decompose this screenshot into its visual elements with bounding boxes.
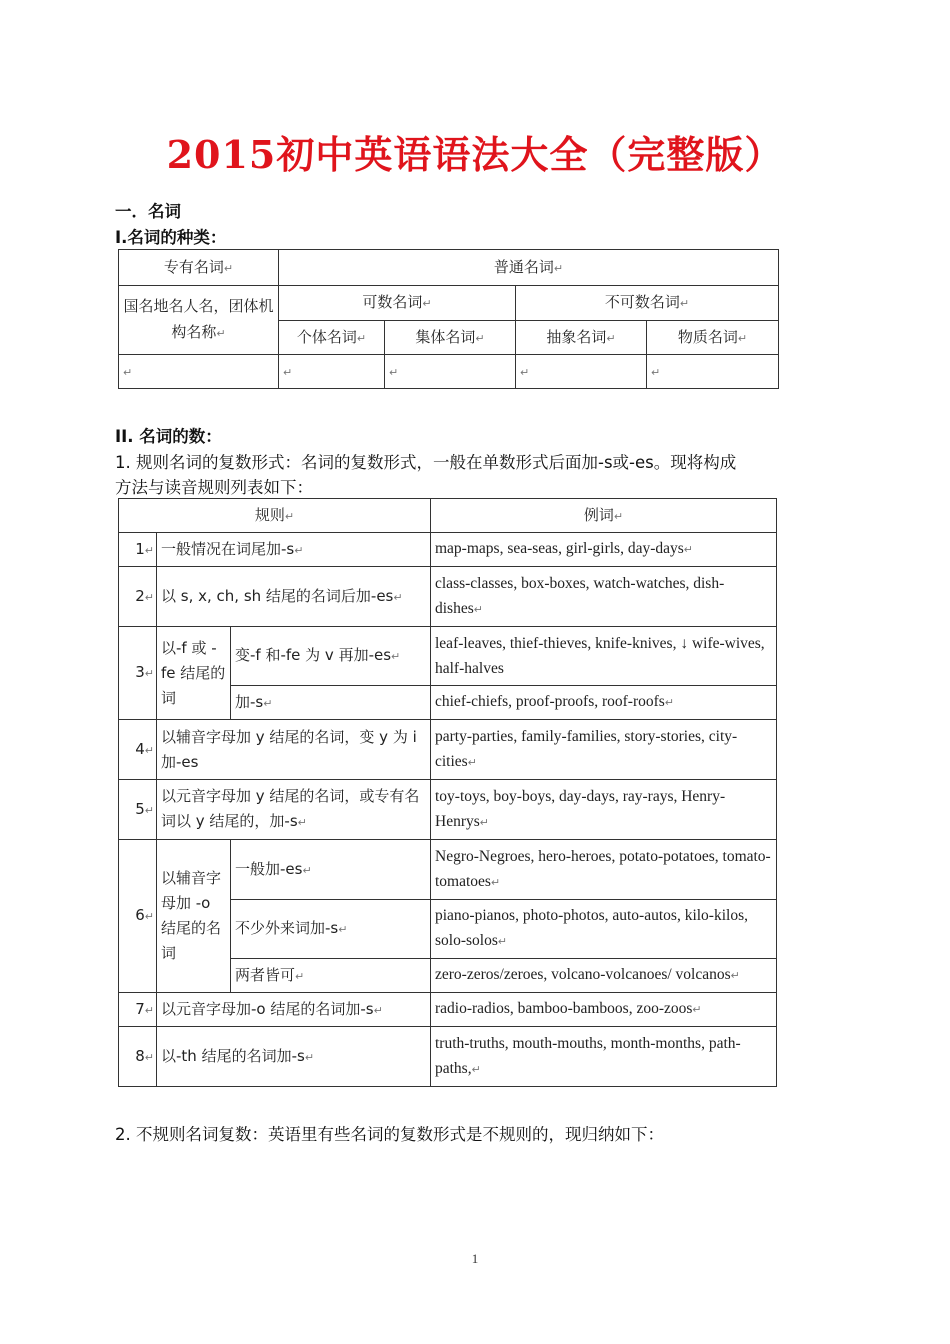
cell-proper-noun: 专有名词↵ <box>119 250 279 286</box>
rule-cell: 一般情况在词尾加-s↵ <box>157 533 431 567</box>
row-number: 7↵ <box>119 993 157 1027</box>
rule-cell: 两者皆可↵ <box>231 959 431 993</box>
cell-individual: 个体名词↵ <box>279 321 385 355</box>
example-cell: toy-toys, boy-boys, day-days, ray-rays, Henry-Henrys↵ <box>431 780 777 840</box>
rule-cell: 变-f 和-fe 为 v 再加-es↵ <box>231 627 431 686</box>
cell-countable: 可数名词↵ <box>279 286 516 321</box>
example-cell: map-maps, sea-seas, girl-girls, day-days↵ <box>431 533 777 567</box>
paragraph-regular-plural: 1. 规则名词的复数形式：名词的复数形式，一般在单数形式后面加-s或-es。现将构成 <box>115 453 737 472</box>
table-row <box>119 780 777 840</box>
example-cell: piano-pianos, photo-photos, auto-autos, kilo-kilos, solo-solos↵ <box>431 900 777 959</box>
row-number: 1↵ <box>119 533 157 567</box>
cell-uncountable: 不可数名词↵ <box>516 286 779 321</box>
section-heading-noun: 一．名词 <box>115 202 181 221</box>
page-title: 2015初中英语语法大全（完整版） <box>166 132 784 177</box>
rule-cell: 以 s, x, ch, sh 结尾的名词后加-es↵ <box>157 567 431 627</box>
section-heading-number: II. 名词的数： <box>115 427 222 446</box>
row-number: 5↵ <box>119 780 157 840</box>
plural-rules-table <box>118 498 777 1087</box>
example-cell: leaf-leaves, thief-thieves, knife-knives, ↓ wife-wives, half-halves <box>431 627 777 686</box>
cell-empty: ↵ <box>119 355 279 389</box>
cell-proper-desc: 国名地名人名，团体机构名称↵ <box>119 286 279 355</box>
table-row <box>119 627 777 686</box>
example-cell: radio-radios, bamboo-bamboos, zoo-zoos↵ <box>431 993 777 1027</box>
row-number: 4↵ <box>119 720 157 780</box>
paragraph-irregular-plural: 2. 不规则名词复数：英语里有些名词的复数形式是不规则的，现归纳如下： <box>115 1125 664 1144</box>
cell-common-noun: 普通名词↵ <box>279 250 779 286</box>
row-number: 6↵ <box>119 840 157 993</box>
example-cell: chief-chiefs, proof-proofs, roof-roofs↵ <box>431 686 777 720</box>
rule-cell: 加-s↵ <box>231 686 431 720</box>
example-cell: Negro-Negroes, hero-heroes, potato-potatoes, tomato-tomatoes↵ <box>431 840 777 900</box>
table-row <box>119 533 777 567</box>
example-cell: truth-truths, mouth-mouths, month-months, path-paths,↵ <box>431 1027 777 1087</box>
rule-cell: 以辅音字母加 y 结尾的名词，变 y 为 i 加-es <box>157 720 431 780</box>
header-rule: 规则↵ <box>119 499 431 533</box>
rule-cell: 以元音字母加-o 结尾的名词加-s↵ <box>157 993 431 1027</box>
example-cell: party-parties, family-families, story-stories, city-cities↵ <box>431 720 777 780</box>
cell-empty: ↵ <box>385 355 516 389</box>
table-row <box>119 1027 777 1087</box>
example-cell: zero-zeros/zeroes, volcano-volcanoes/ volcanos↵ <box>431 959 777 993</box>
noun-kinds-table <box>118 249 779 389</box>
cell-abstract: 抽象名词↵ <box>516 321 647 355</box>
rule-cell: 不少外来词加-s↵ <box>231 900 431 959</box>
row-number: 2↵ <box>119 567 157 627</box>
row-number: 8↵ <box>119 1027 157 1087</box>
table-row <box>119 840 777 900</box>
row-number: 3↵ <box>119 627 157 720</box>
subheading-noun-kinds: I.名词的种类： <box>115 228 227 247</box>
rule-group-cell: 以-f 或 -fe 结尾的词 <box>157 627 231 720</box>
example-cell: class-classes, box-boxes, watch-watches, dish-dishes↵ <box>431 567 777 627</box>
cell-empty: ↵ <box>516 355 647 389</box>
rule-cell: 以-th 结尾的名词加-s↵ <box>157 1027 431 1087</box>
cell-empty: ↵ <box>279 355 385 389</box>
cell-collective: 集体名词↵ <box>385 321 516 355</box>
rule-cell: 一般加-es↵ <box>231 840 431 900</box>
table-row <box>119 993 777 1027</box>
header-example: 例词↵ <box>431 499 777 533</box>
table-row <box>119 720 777 780</box>
rule-cell: 以元音字母加 y 结尾的名词，或专有名词以 y 结尾的，加-s↵ <box>157 780 431 840</box>
cell-empty: ↵ <box>647 355 779 389</box>
cell-material: 物质名词↵ <box>647 321 779 355</box>
table-row <box>119 567 777 627</box>
rule-group-cell: 以辅音字母加 -o 结尾的名词 <box>157 840 231 993</box>
paragraph-regular-plural-cont: 方法与读音规则列表如下： <box>115 478 313 497</box>
page-number: 1 <box>471 1251 479 1266</box>
